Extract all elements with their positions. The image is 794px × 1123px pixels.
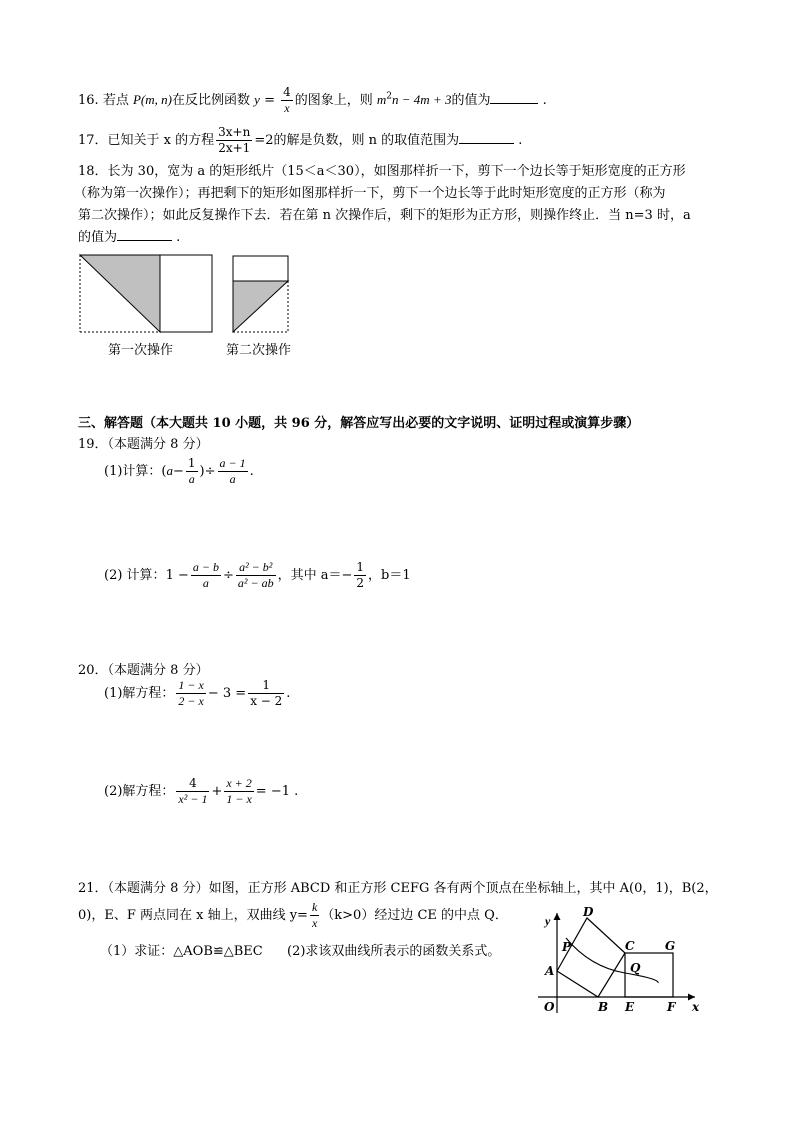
label-b: B	[598, 1000, 609, 1014]
q19-part-1	[104, 456, 254, 487]
question-17	[78, 125, 522, 156]
q19-p2-f1-num: a − b	[192, 560, 219, 574]
q21-coordinate-figure	[530, 905, 710, 1020]
q16-expr-sup: 2	[386, 91, 393, 102]
q21-line-2	[78, 900, 508, 931]
question-16	[78, 85, 547, 116]
label-g: G	[665, 939, 676, 953]
q19-p1-div: ÷	[204, 464, 216, 479]
q19-heading: 19．（本题满分 8 分）	[78, 437, 209, 452]
q18-line-3: 第二次操作）；如此反复操作下去．若在第 n 次操作后，剩下的矩形为正方形，则操作终止．当 n=3 时，a	[78, 208, 691, 223]
q20-p2-f2-num: x + 2	[226, 776, 252, 790]
q16-mid: 在反比例函数	[171, 93, 250, 108]
q20-part-1	[104, 678, 290, 709]
q19-p2-div: ÷	[222, 568, 234, 583]
q16-post: 的图象上，则	[294, 93, 373, 108]
q18-line-4	[78, 226, 180, 245]
q16-y: y	[254, 92, 260, 107]
q19-p2-frac-3	[354, 560, 366, 591]
q20-p1-frac-2	[248, 678, 284, 709]
label-a: A	[545, 964, 555, 978]
q19-p2-one: 1 −	[165, 568, 189, 583]
q20-p2-f1-num: 4	[176, 776, 209, 792]
label-f: F	[667, 1000, 676, 1014]
q19-part-2	[104, 560, 411, 591]
q19-p2-f2-num: a² − b²	[236, 560, 276, 576]
q20-p1-f2-den: x − 2	[250, 694, 283, 708]
q18-line-1: 18．长为 30，宽为 a 的矩形纸片（15＜a＜30），如图那样折一下，剪下一个边长等于矩形宽度的正方形	[78, 164, 686, 179]
q19-p1-f1-num: 1	[187, 456, 196, 470]
q18-end: .	[176, 230, 181, 245]
label-e: E	[625, 1000, 635, 1014]
q16-answer-blank[interactable]	[490, 93, 538, 104]
q19-p1-label: (1)计算：	[104, 464, 162, 479]
label-x: x	[692, 1000, 700, 1014]
label-q: Q	[630, 961, 641, 975]
fig2-shaded-triangle	[233, 281, 288, 332]
q16-pre: 若点	[102, 93, 129, 108]
q20-p1-mid: − 3 =	[207, 686, 247, 701]
section-3-title: 三、解答题（本大题共 10 小题，共 96 分，解答应写出必要的文字说明、证明过程或演算步骤）	[78, 416, 640, 431]
q19-p1-end: .	[249, 464, 254, 479]
fig1-caption: 第一次操作	[108, 343, 174, 358]
q16-expr-rest: n − 4m + 3	[392, 92, 452, 107]
label-d: D	[583, 905, 594, 919]
q16-fraction	[281, 85, 293, 116]
q16-eq: =	[264, 93, 275, 108]
q18-line-4-text: 的值为	[78, 230, 118, 245]
q17-pre: 已知关于 x 的方程	[107, 133, 215, 148]
q20-p1-f1-den: 2 − x	[178, 694, 204, 708]
q16-frac-den: x	[284, 101, 290, 115]
q19-p2-label: (2) 计算：	[104, 568, 166, 583]
q17-number: 17．	[78, 133, 108, 148]
fig2-top-rect	[233, 256, 288, 281]
q18-figure-second-operation	[230, 254, 292, 336]
q17-frac-num: 3x+n	[218, 125, 251, 139]
label-y: y	[545, 914, 551, 928]
q19-p2-frac-2	[236, 560, 276, 591]
q16-expr-m: m	[376, 92, 387, 107]
q17-end: .	[518, 133, 523, 148]
q20-p2-label: (2)解方程：	[104, 784, 175, 799]
q20-heading: 20．（本题满分 8 分）	[78, 663, 209, 678]
hyperbola-curve	[566, 938, 658, 983]
q21-line-2-post: （k>0）经过边 CE 的中点 Q．	[321, 908, 508, 923]
q19-p1-rparen: )	[199, 464, 205, 479]
q17-post: 的解是负数，则 n 的取值范围为	[273, 133, 460, 148]
q19-p2-f3-num: 1	[356, 560, 364, 574]
q20-p1-frac-1	[176, 678, 205, 709]
q18-figure-first-operation	[78, 252, 216, 336]
q16-number: 16.	[78, 93, 99, 108]
q19-p1-frac-1	[186, 456, 198, 487]
q19-p2-f2-den: a² − ab	[237, 576, 274, 590]
q19-p2-f3-den: 2	[356, 576, 364, 590]
q16-point: P(m, n)	[132, 92, 172, 107]
q20-part-2	[104, 776, 298, 807]
q21-frac-num: k	[311, 900, 318, 914]
q20-p2-frac-2	[224, 776, 253, 807]
q19-p1-frac-2	[218, 456, 248, 487]
q20-p2-f1-den: x² − 1	[178, 792, 208, 806]
q17-answer-blank[interactable]	[459, 133, 514, 144]
q19-p1-f2-num: a − 1	[219, 456, 246, 470]
q19-p2-frac-1	[191, 560, 221, 591]
square-abcd	[557, 918, 625, 997]
q21-fraction	[310, 900, 319, 931]
label-p: P	[562, 940, 572, 954]
q17-frac-den: 2x+1	[218, 141, 251, 155]
q20-p2-f2-den: 1 − x	[226, 792, 252, 806]
q20-p1-label: (1)解方程：	[104, 686, 175, 701]
q19-p1-a: a	[166, 463, 173, 478]
q20-p1-end: .	[286, 686, 291, 701]
label-o: O	[544, 1000, 555, 1014]
q16-tail: 的值为	[451, 93, 491, 108]
q19-p1-minus: −	[173, 464, 184, 479]
square-cefg	[625, 953, 673, 997]
q17-eq: =2	[254, 133, 274, 148]
fig1-remaining-rect	[160, 255, 212, 332]
fig1-shaded-triangle	[80, 255, 160, 332]
q21-subquestion-1: （1）求证：△AOB≌△BEC	[100, 944, 263, 959]
q19-p2-cond-1: ，其中 a＝−	[277, 568, 353, 583]
q20-p1-f1-num: 1 − x	[178, 678, 204, 692]
q21-frac-den: x	[311, 916, 318, 930]
fig2-caption: 第二次操作	[226, 343, 292, 358]
q17-fraction	[216, 125, 252, 156]
q19-p1-f1-den: a	[188, 472, 195, 486]
q19-p1-f2-den: a	[229, 472, 236, 486]
q21-line-1: 21．（本题满分 8 分）如图，正方形 ABCD 和正方形 CEFG 各有两个顶点在坐标轴上，其中 A(0，1)，B(2，	[78, 881, 718, 896]
q19-p2-f1-den: a	[202, 576, 209, 590]
q19-p1-lparen: (	[161, 464, 167, 479]
q20-p2-end: = −1 .	[255, 784, 299, 799]
q18-line-2: （称为第一次操作）；再把剩下的矩形如图那样折一下，剪下一个边长等于此时矩形宽度的正方形（称为	[74, 186, 666, 201]
q20-p2-frac-1	[176, 776, 209, 807]
q16-end: .	[542, 93, 547, 108]
q18-answer-blank[interactable]	[117, 230, 172, 241]
q16-frac-num: 4	[283, 85, 291, 99]
q20-p2-plus: +	[211, 784, 223, 799]
q21-subquestion-2: (2)求该双曲线所表示的函数关系式。	[287, 944, 501, 959]
label-c: C	[625, 939, 635, 953]
q20-p1-f2-num: 1	[248, 678, 284, 694]
q21-line-2-pre: 0)，E、F 两点同在 x 轴上，双曲线 y=	[78, 908, 308, 923]
q19-p2-cond-2: ，b＝1	[368, 568, 411, 583]
